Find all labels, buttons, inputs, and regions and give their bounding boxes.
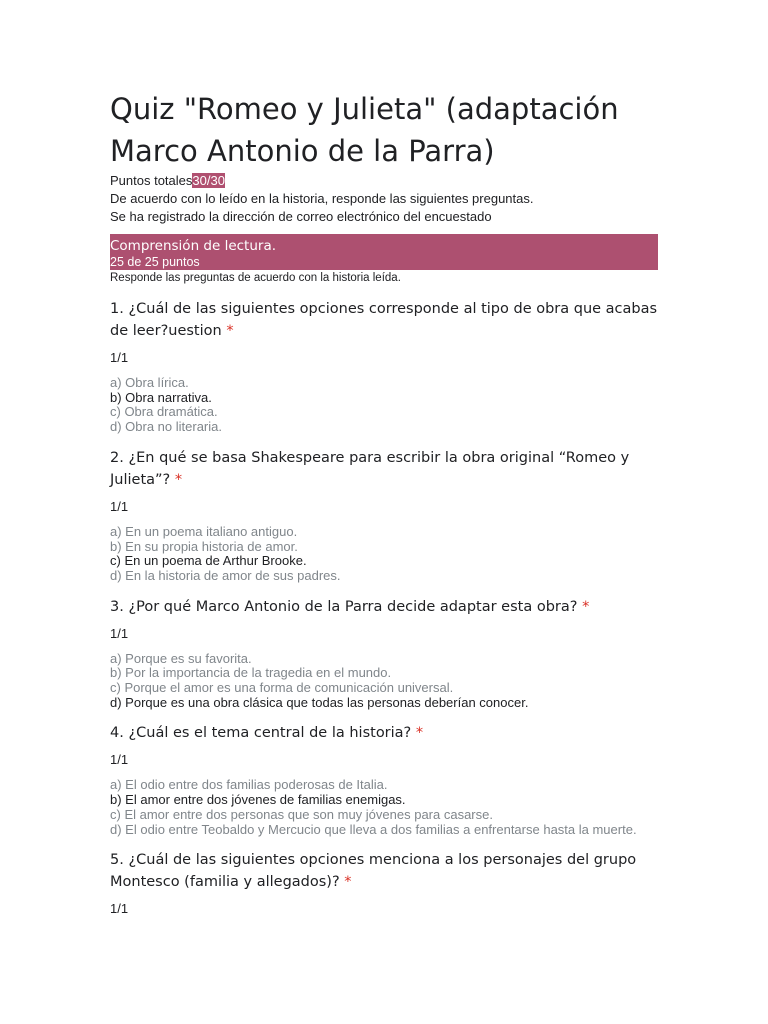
answer-option: a) El odio entre dos familias poderosas de Italia. — [110, 777, 388, 793]
question-score: 1/1 — [110, 350, 129, 365]
answer-option-selected: b) El amor entre dos jóvenes de familias enemigas. — [110, 792, 406, 808]
question-item — [110, 298, 658, 435]
question-text — [110, 596, 658, 618]
required-marker: * — [174, 471, 183, 488]
answer-option: b) Por la importancia de la tragedia en el mundo. — [110, 665, 392, 681]
required-marker: * — [226, 323, 234, 339]
quiz-page — [110, 88, 658, 917]
question-item — [110, 849, 658, 917]
answer-options — [110, 778, 658, 837]
question-label: 5. ¿Cuál de las siguientes opciones menciona a los personajes del grupo Montesco (familia y allegados)? — [110, 852, 637, 891]
required-marker: * — [415, 725, 424, 742]
answer-option: b) En su propia historia de amor. — [110, 538, 298, 554]
quiz-description: De acuerdo con lo leído en la historia, responde las siguientes preguntas. — [110, 191, 534, 206]
required-marker: * — [582, 598, 590, 615]
answer-option-selected: b) Obra narrativa. — [110, 389, 212, 405]
section-points: 25 de 25 puntos — [110, 255, 200, 269]
total-points-label: Puntos totales — [110, 173, 193, 188]
question-list — [110, 298, 658, 917]
question-item — [110, 447, 658, 584]
total-points-line — [110, 172, 658, 190]
answer-option: a) Obra lírica. — [110, 375, 189, 390]
answer-option-selected: c) En un poema de Arthur Brooke. — [110, 553, 307, 569]
answer-options — [110, 376, 658, 435]
question-text — [110, 298, 658, 342]
question-score: 1/1 — [110, 752, 129, 768]
question-item — [110, 722, 658, 837]
question-label: 3. ¿Por qué Marco Antonio de la Parra decide adaptar esta obra? — [110, 598, 578, 615]
question-score: 1/1 — [110, 625, 129, 641]
question-label: 1. ¿Cuál de las siguientes opciones corresponde al tipo de obra que acabas de leer?uestion — [110, 301, 658, 339]
answer-option-selected: d) Porque es una obra clásica que todas las personas deberían conocer. — [110, 694, 529, 710]
question-text — [110, 447, 658, 491]
email-notice: Se ha registrado la dirección de correo electrónico del encuestado — [110, 209, 492, 224]
answer-option: d) En la historia de amor de sus padres. — [110, 567, 341, 583]
question-label: 2. ¿En qué se basa Shakespeare para escribir la obra original “Romeo y Julieta”? — [110, 449, 630, 488]
question-score: 1/1 — [110, 901, 129, 917]
question-item — [110, 596, 658, 711]
answer-option: d) Obra no literaria. — [110, 419, 222, 435]
answer-option: d) El odio entre Teobaldo y Mercucio que lleva a dos familias a enfrentarse hasta la muerte. — [110, 821, 637, 837]
question-text — [110, 849, 658, 893]
question-score: 1/1 — [110, 498, 129, 514]
total-points-value: 30/30 — [192, 173, 225, 188]
answer-option: c) Porque el amor es una forma de comunicación universal. — [110, 680, 454, 696]
answer-option: a) Porque es su favorita. — [110, 650, 252, 666]
answer-option: a) En un poema italiano antiguo. — [110, 523, 298, 539]
answer-option: c) El amor entre dos personas que son muy jóvenes para casarse. — [110, 806, 493, 822]
question-label: 4. ¿Cuál es el tema central de la historia? — [110, 725, 412, 742]
question-text — [110, 722, 658, 744]
required-marker: * — [344, 874, 352, 891]
answer-options — [110, 652, 658, 711]
answer-options — [110, 525, 658, 584]
section-description: Responde las preguntas de acuerdo con la historia leída. — [110, 272, 401, 284]
section-title: Comprensión de lectura. — [110, 238, 277, 254]
answer-option: c) Obra dramática. — [110, 404, 218, 420]
page-title: Quiz "Romeo y Julieta" (adaptación Marco Antonio de la Parra) — [110, 92, 619, 168]
section-header — [110, 234, 658, 270]
